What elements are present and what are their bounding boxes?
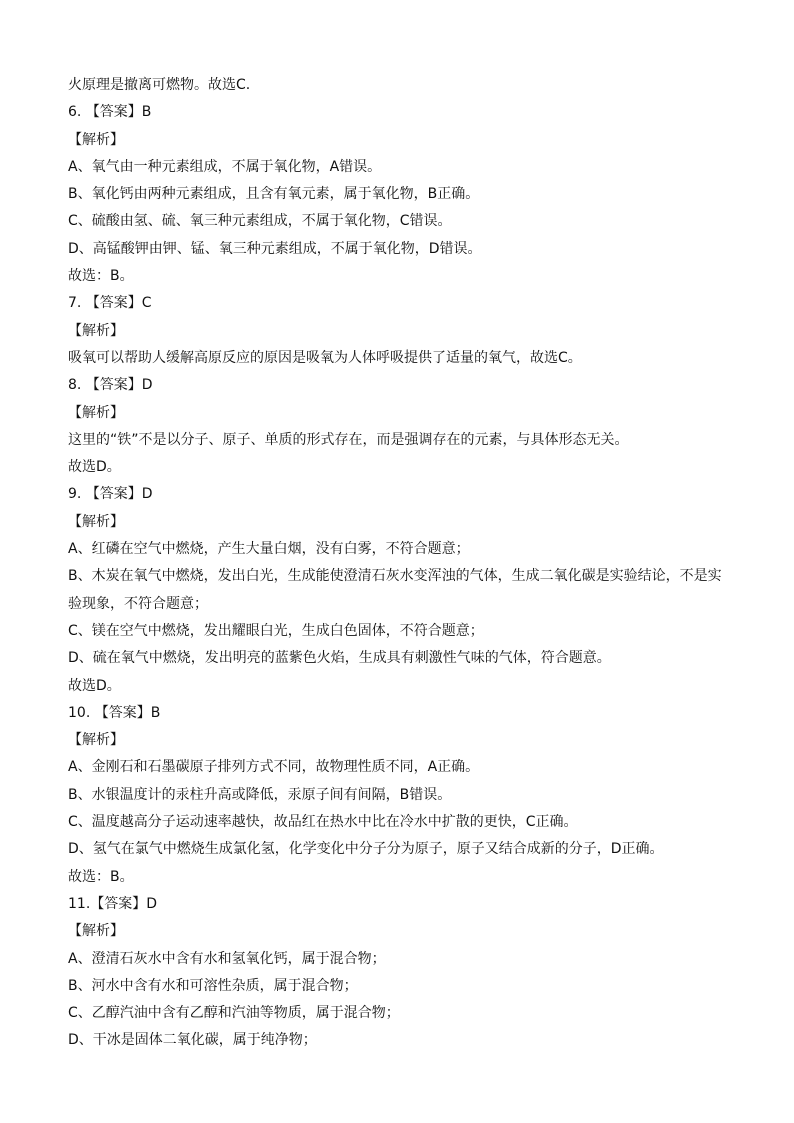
text-line: A、红磷在空气中燃烧，产生大量白烟，没有白雾，不符合题意； [68, 541, 470, 558]
answer-heading: 10. 【答案】B [68, 704, 161, 721]
text-line: 故选：B。 [68, 268, 134, 285]
text-line: A、氧气由一种元素组成，不属于氧化物，A错误。 [68, 158, 382, 175]
text-line: 火原理是撤离可燃物。故选C. [68, 77, 251, 93]
analysis-heading: 【解析】 [68, 732, 124, 749]
analysis-heading: 【解析】 [68, 131, 124, 148]
text-line: 吸氧可以帮助人缓解高原反应的原因是吸氧为人体呼吸提供了适量的氧气，故选C。 [68, 349, 582, 366]
answer-heading: 7. 【答案】C [68, 295, 152, 312]
text-line: D、高锰酸钾由钾、锰、氧三种元素组成，不属于氧化物，D错误。 [68, 240, 482, 257]
analysis-heading: 【解析】 [68, 404, 124, 421]
text-line: B、木炭在氧气中燃烧，发出白光，生成能使澄清石灰水变浑浊的气体，生成二氧化碳是实验结论，不是实 [68, 568, 722, 585]
text-line: B、河水中含有水和可溶性杂质，属于混合物； [68, 977, 358, 994]
text-line: A、澄清石灰水中含有水和氢氧化钙，属于混合物； [68, 950, 386, 967]
analysis-heading: 【解析】 [68, 513, 124, 530]
text-line: 故选：B。 [68, 868, 134, 885]
text-line: C、乙醇汽油中含有乙醇和汽油等物质，属于混合物； [68, 1005, 400, 1022]
text-line: A、金刚石和石墨碳原子排列方式不同，故物理性质不同，A正确。 [68, 759, 480, 776]
text-line: D、氢气在氯气中燃烧生成氯化氢，化学变化中分子分为原子，原子又结合成新的分子，D正确。 [68, 841, 664, 858]
analysis-heading: 【解析】 [68, 322, 124, 339]
answer-heading: 6. 【答案】B [68, 104, 152, 121]
answer-heading: 11.【答案】D [68, 895, 158, 912]
text-line: C、硫酸由氢、硫、氧三种元素组成，不属于氧化物，C错误。 [68, 213, 452, 230]
analysis-heading: 【解析】 [68, 923, 124, 940]
text-line: 故选D。 [68, 677, 121, 694]
text-line: D、干冰是固体二氧化碳，属于纯净物； [68, 1032, 317, 1049]
text-line: 这里的“铁”不是以分子、原子、单质的形式存在，而是强调存在的元素，与具体形态无关。 [68, 431, 629, 448]
text-line: C、温度越高分子运动速率越快，故品红在热水中比在冷水中扩散的更快，C正确。 [68, 814, 578, 831]
text-line: B、水银温度计的汞柱升高或降低，汞原子间有间隔，B错误。 [68, 786, 452, 803]
text-line: C、镁在空气中燃烧，发出耀眼白光，生成白色固体，不符合题意； [68, 622, 484, 639]
answer-heading: 8. 【答案】D [68, 377, 153, 394]
text-line: D、硫在氧气中燃烧，发出明亮的蓝紫色火焰，生成具有刺激性气味的气体，符合题意。 [68, 650, 611, 667]
answer-heading: 9. 【答案】D [68, 486, 153, 503]
text-line: B、氧化钙由两种元素组成，且含有氧元素，属于氧化物，B正确。 [68, 186, 480, 203]
text-line: 验现象，不符合题意； [68, 595, 208, 612]
answer-explanations [68, 72, 728, 1055]
text-line: 故选D。 [68, 459, 121, 476]
